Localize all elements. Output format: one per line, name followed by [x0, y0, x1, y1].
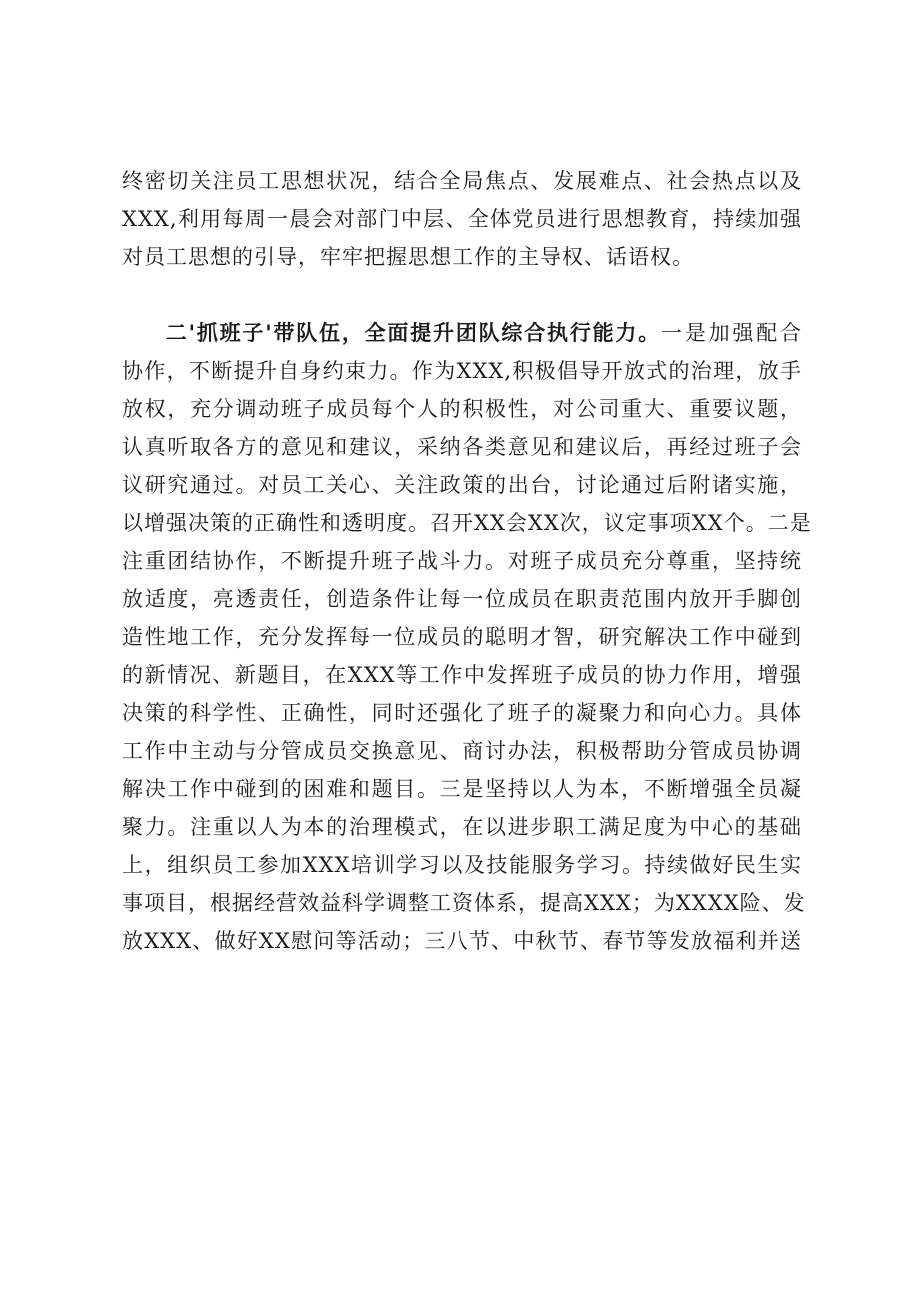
- text-line: 造性地工作，充分发挥每一位成员的聪明才智，研究解决工作中碰到: [122, 625, 802, 649]
- text-line: 放权，充分调动班子成员每个人的积极性，对公司重大、重要议题，: [122, 397, 802, 421]
- text-line: 对员工思想的引导，牢牢把握思想工作的主导权、话语权。: [122, 245, 694, 269]
- text-line: 认真听取各方的意见和建议，采纳各类意见和建议后，再经过班子会: [122, 435, 802, 459]
- text-line: 事项目，根据经营效益科学调整工资体系，提高XXX；为XXXX险、发: [122, 891, 806, 915]
- paragraph-2: [122, 314, 812, 960]
- heading-line-rest: 一是加强配合: [661, 321, 803, 345]
- text-line: 放适度，亮透责任，创造条件让每一位成员在职责范围内放开手脚创: [122, 587, 802, 611]
- text-line: 协作，不断提升自身约束力。作为XXX,积极倡导开放式的治理，放手: [122, 359, 802, 383]
- text-line: 议研究通过。对员工关心、关注政策的出台，讨论通过后附诸实施，: [122, 473, 802, 497]
- text-line: 上，组织员工参加XXX培训学习以及技能服务学习。持续做好民生实: [122, 853, 802, 877]
- heading-line: [122, 314, 802, 352]
- text-line: 决策的科学性、正确性，同时还强化了班子的凝聚力和向心力。具体: [122, 701, 802, 725]
- text-line: 工作中主动与分管成员交换意见、商讨办法，积极帮助分管成员协调: [122, 739, 802, 763]
- paragraph-1: [122, 162, 802, 276]
- text-line: 放XXX、做好XX慰问等活动；三八节、中秋节、春节等发放福利并送: [122, 929, 802, 953]
- text-line: 终密切关注员工思想状况，结合全局焦点、发展难点、社会热点以及: [122, 169, 802, 193]
- section-heading: 二'抓班子'带队伍，全面提升团队综合执行能力。: [164, 321, 662, 345]
- text-line: 聚力。注重以人为本的治理模式，在以进步职工满足度为中心的基础: [122, 815, 802, 839]
- text-line: 以增强决策的正确性和透明度。召开XX会XX次，议定事项XX个。二是: [122, 511, 812, 535]
- text-line: XXX,利用每周一晨会对部门中层、全体党员进行思想教育，持续加强: [122, 207, 802, 231]
- text-line: 的新情况、新题目，在XXX等工作中发挥班子成员的协力作用，增强: [122, 663, 802, 687]
- text-line: 注重团结协作，不断提升班子战斗力。对班子成员充分尊重，坚持统: [122, 549, 802, 573]
- text-line: 解决工作中碰到的困难和题目。三是坚持以人为本，不断增强全员凝: [122, 777, 802, 801]
